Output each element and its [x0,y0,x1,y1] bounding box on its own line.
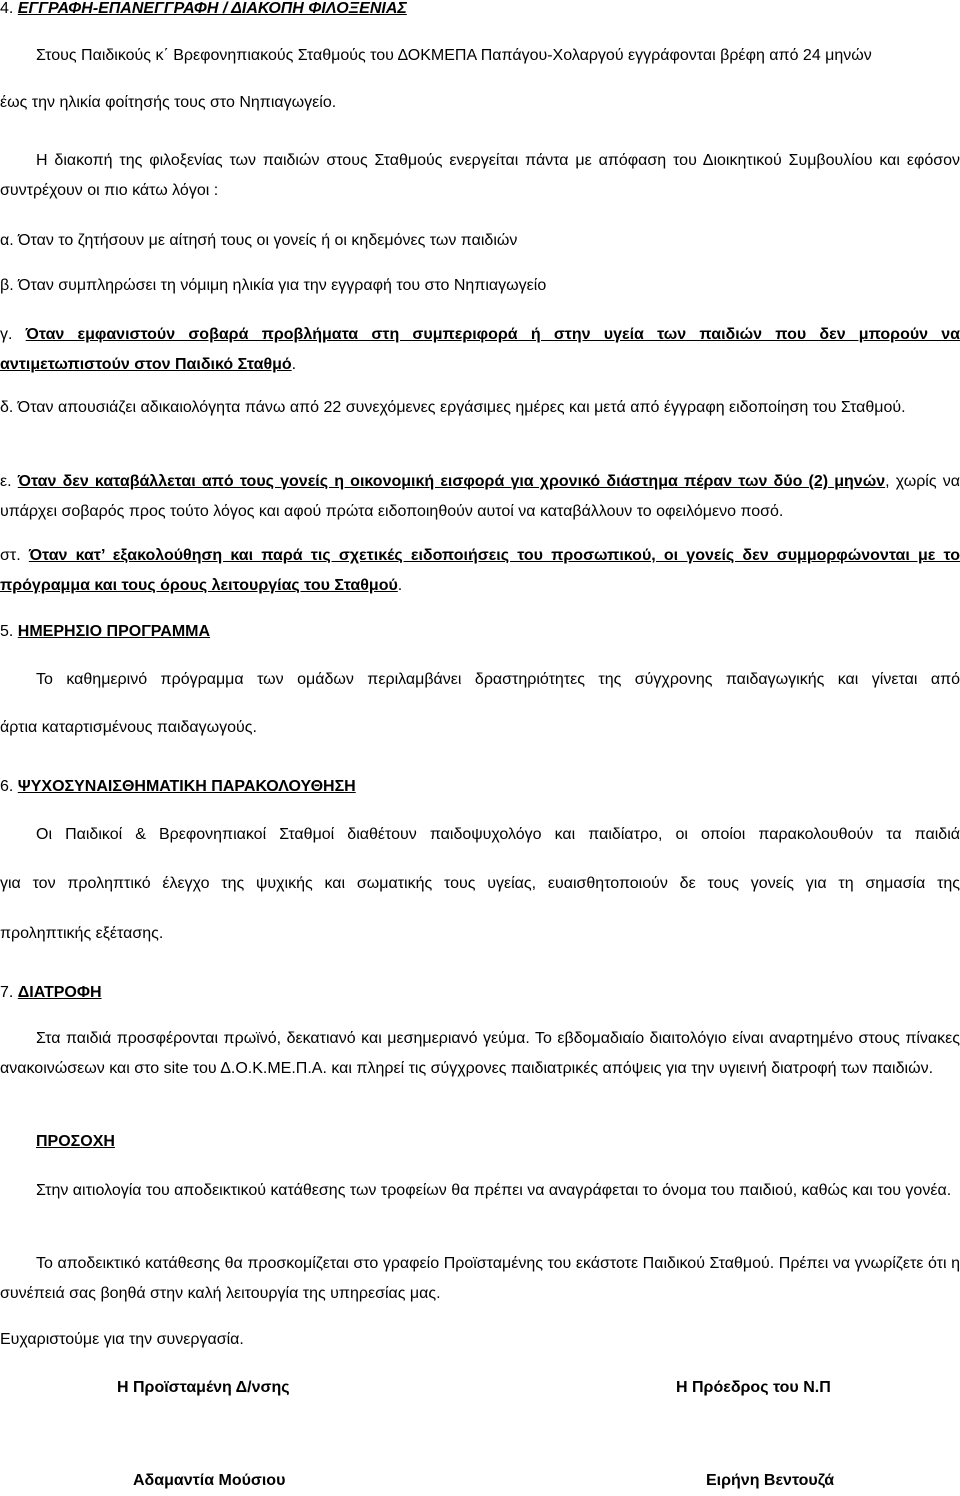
intro-line-2: έως την ηλικία φοίτησής τους στο Νηπιαγωγείο. [0,94,337,111]
section-number: 4. [0,0,18,17]
section-number: 5. [0,623,18,640]
reason-e-text: Όταν δεν καταβάλλεται από τους γονείς η οικονομική εισφορά για χρονικό διάστημα πέραν των δύο (2) μηνών [17,473,886,490]
section-title: ΨΥΧΟΣΥΝΑΙΣΘΗΜΑΤΙΚΗ ΠΑΡΑΚΟΛΟΥΘΗΣΗ [17,778,356,795]
signature-right-name: Ειρήνη Βεντουζά [706,1472,835,1489]
reason-st-text: Όταν κατ’ εξακολούθηση και παρά τις σχετικές ειδοποιήσεις του προσωπικού, οι γονείς δεν συμμορφώνονται με το πρόγραμμα και τους όρους λειτουργίας του Σταθμού [0,547,960,594]
termination-paragraph: Η διακοπή της φιλοξενίας των παιδιών στους Σταθμούς ενεργείται πάντα με απόφαση του Διοικητικού Συμβουλίου και εφόσον συντρέχουν οι πιο κάτω λόγοι : [0,152,960,199]
section-number: 7. [0,984,18,1001]
reason-st-suffix: . [397,577,403,594]
reason-d: δ. Όταν απουσιάζει αδικαιολόγητα πάνω από 22 συνεχόμενες εργάσιμες ημέρες και μετά από έγγραφη ειδοποίηση του Σταθμού. [0,399,906,416]
reason-c-suffix: . [291,356,297,373]
reason-e-prefix: ε. [0,473,18,490]
section-5-heading [0,617,210,647]
signature-left-name: Αδαμαντία Μούσιου [133,1472,286,1489]
psych-line-1: Οι Παιδικοί & Βρεφονηπιακοί Σταθμοί διαθέτουν παιδοψυχολόγο και παιδίατρο, οι οποίοι παρακολουθούν τα παιδιά [36,826,960,843]
reason-a: α. Όταν το ζητήσουν με αίτησή τους οι γονείς ή οι κηδεμόνες των παιδιών [0,232,518,249]
section-6-heading [0,772,356,802]
thanks-line: Ευχαριστούμε για την συνεργασία. [0,1331,244,1348]
section-4-heading [0,0,407,24]
attention-heading: ΠΡΟΣΟΧΗ [36,1133,115,1150]
intro-line-1: Στους Παιδικούς κ΄ Βρεφονηπιακούς Σταθμούς του ΔΟΚΜΕΠΑ Παπάγου-Χολαργού εγγράφονται βρέφη από 24 μηνών [36,47,872,64]
section-title: ΗΜΕΡΗΣΙΟ ΠΡΟΓΡΑΜΜΑ [17,623,211,640]
signature-left-title: Η Προϊσταμένη Δ/νσης [117,1379,290,1396]
nutrition-paragraph: Στα παιδιά προσφέρονται πρωϊνό, δεκατιανό και μεσημεριανό γεύμα. Το εβδομαδιαίο διαιτολόγιο είναι αναρτημένο στους πίνακες ανακοινώσεων και στο site του Δ.Ο.Κ.ΜΕ.Π.Α. και πληρεί τις σύγχρονες παιδιατρικές απόψεις για την υγιεινή διατροφή των παιδιών. [0,1030,960,1077]
reason-c [0,320,960,380]
attention-paragraph-2: Το αποδεικτικό κατάθεσης θα προσκομίζεται στο γραφείο Προϊσταμένης του εκάστοτε Παιδικού Σταθμού. Πρέπει να γνωρίζετε ότι η συνέπειά σας βοηθά στην καλή λειτουργία της υπηρεσίας μας. [0,1255,960,1302]
reason-c-prefix: γ. [0,326,26,343]
section-title: ΕΓΓΡΑΦΗ-ΕΠΑΝΕΓΓΡΑΦΗ / ΔΙΑΚΟΠΗ ΦΙΛΟΞΕΝΙΑΣ [17,0,407,17]
reason-c-text: Όταν εμφανιστούν σοβαρά προβλήματα στη συμπεριφορά ή στην υγεία των παιδιών που δεν μπορούν να αντιμετωπιστούν στον Παιδικό Σταθμό [0,326,960,373]
section-title: ΔΙΑΤΡΟΦΗ [17,984,102,1001]
reason-st-prefix: στ. [0,547,29,564]
program-line-2: άρτια καταρτισμένους παιδαγωγούς. [0,719,257,736]
reason-st [0,541,960,601]
program-line-1: Το καθημερινό πρόγραμμα των ομάδων περιλαμβάνει δραστηριότητες της σύγχρονης παιδαγωγικής και γίνεται από [36,671,960,688]
section-7-heading [0,978,102,1008]
psych-line-2: για τον προληπτικό έλεγχο της ψυχικής και σωματικής τους υγείας, ευαισθητοποιούν δε τους γονείς για τη σημασία της [0,875,960,892]
reason-e [0,467,960,527]
psych-line-3: προληπτικής εξέτασης. [0,925,164,942]
attention-paragraph-1: Στην αιτιολογία του αποδεικτικού κατάθεσης των τροφείων θα πρέπει να αναγράφεται το όνομα του παιδιού, καθώς και του γονέα. [36,1182,952,1199]
section-number: 6. [0,778,18,795]
reason-b: β. Όταν συμπληρώσει τη νόμιμη ηλικία για την εγγραφή του στο Νηπιαγωγείο [0,277,547,294]
signature-right-title: Η Πρόεδρος του Ν.Π [676,1379,831,1396]
reason-e-suffix: , χωρίς να υπάρχει σοβαρός προς τούτο λόγος και αφού πρώτα ειδοποιηθούν αυτοί να καταβάλλουν το οφειλόμενο ποσό. [0,473,960,520]
